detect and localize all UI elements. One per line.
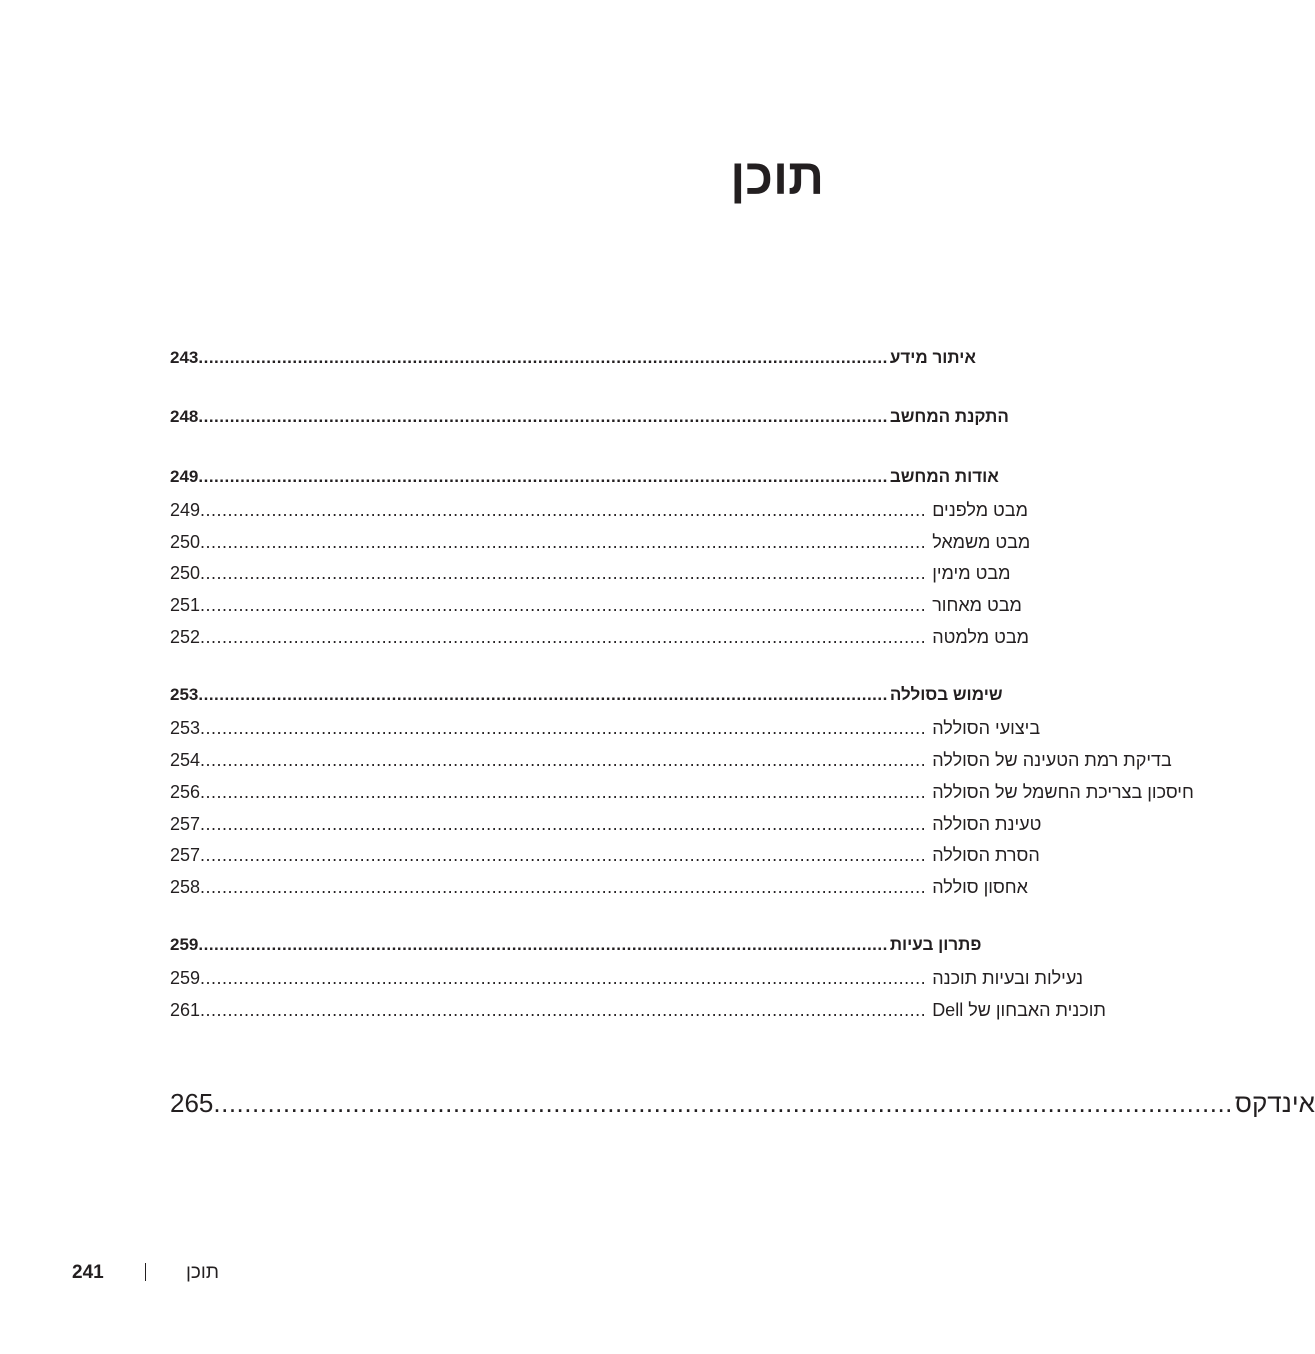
toc-dot-leader: .................................................................................................................................... [198,935,888,954]
toc-page-number: 253 [170,685,199,704]
toc-page-number: 259 [170,935,199,954]
toc-page-number: 248 [170,407,199,426]
toc-label: הסרת הסוללה [932,845,1040,865]
toc-page-number: 243 [170,348,199,367]
toc-entry [170,685,1003,705]
toc-dot-leader: .................................................................................................................................... [200,563,927,583]
toc-label: מבט מלמטה [932,627,1029,647]
toc-page-number: 251 [170,595,201,615]
toc-dot-leader: .................................................................................................................................... [200,877,927,897]
toc-entry [170,532,1031,553]
toc-label: בדיקת רמת הטעינה של הסוללה [932,750,1172,770]
toc-entry [170,595,1022,616]
toc-dot-leader: .................................................................................................................................... [200,718,927,738]
toc-label: תוכנית האבחון של Dell [932,1000,1106,1020]
toc-label: טעינת הסוללה [932,814,1042,834]
toc-page-number: 252 [170,627,201,647]
toc-dot-leader: .................................................................................................................................... [200,782,927,802]
toc-dot-leader: .................................................................................................................................... [200,627,927,647]
toc-page-number: 250 [170,563,201,583]
toc-dot-leader: .................................................................................................................................... [198,348,888,367]
toc-dot-leader: .................................................................................................................................... [200,968,927,988]
toc-entry [170,877,1028,898]
toc-label: נעילות ובעיות תוכנה [932,968,1083,988]
footer-divider [145,1263,146,1281]
toc-label: פתרון בעיות [889,935,982,954]
toc-entry [170,845,1040,866]
footer-section-title: תוכן [186,1262,219,1283]
toc-label: איתור מידע [889,348,976,367]
toc-label: אודות המחשב [889,467,999,486]
toc-entry [170,782,1194,803]
toc-page-number: 265 [170,1088,214,1118]
toc-label: אינדקס [1234,1088,1315,1118]
toc-entry [170,968,1083,989]
footer-page-number: 241 [72,1262,104,1283]
toc-entry [170,814,1042,835]
toc-page-number: 256 [170,782,201,802]
toc-page-number: 257 [170,814,201,834]
toc-dot-leader: .................................................................................................................................... [213,1088,1233,1118]
page-title: תוכן [730,149,824,205]
toc-entry [170,750,1172,771]
toc-dot-leader: .................................................................................................................................... [200,500,927,520]
toc-dot-leader: .................................................................................................................................... [200,532,927,552]
toc-entry [170,627,1029,648]
toc-dot-leader: .................................................................................................................................... [200,1000,927,1020]
toc-entry [170,935,982,955]
toc-label: מבט מאחור [932,595,1022,615]
toc-page-number: 249 [170,467,199,486]
toc-page-number: 257 [170,845,201,865]
toc-page-number: 259 [170,968,201,988]
toc-label: מבט מלפנים [932,500,1028,520]
toc-label: מבט משמאל [932,532,1031,552]
toc-label: שימוש בסוללה [889,685,1003,704]
toc-entry [170,1088,1315,1119]
toc-page-number: 249 [170,500,201,520]
toc-dot-leader: .................................................................................................................................... [198,467,888,486]
toc-label: חיסכון בצריכת החשמל של הסוללה [932,782,1194,802]
toc-entry [170,348,976,368]
toc-label: התקנת המחשב [889,407,1009,426]
toc-label: מבט מימין [932,563,1011,583]
toc-entry [170,718,1041,739]
toc-dot-leader: .................................................................................................................................... [200,750,927,770]
toc-label: אחסון סוללה [932,877,1028,897]
toc-entry [170,1000,1106,1021]
toc-label: ביצועי הסוללה [932,718,1041,738]
toc-page-number: 258 [170,877,201,897]
toc-dot-leader: .................................................................................................................................... [198,407,888,426]
toc-dot-leader: .................................................................................................................................... [200,845,927,865]
toc-page-number: 253 [170,718,201,738]
toc-entry [170,563,1011,584]
toc-page-number: 250 [170,532,201,552]
toc-dot-leader: .................................................................................................................................... [200,814,927,834]
toc-page-number: 261 [170,1000,201,1020]
toc-page-number: 254 [170,750,201,770]
toc-dot-leader: .................................................................................................................................... [198,685,888,704]
toc-dot-leader: .................................................................................................................................... [200,595,927,615]
toc-entry [170,467,999,487]
toc-entry [170,407,1009,427]
toc-entry [170,500,1028,521]
